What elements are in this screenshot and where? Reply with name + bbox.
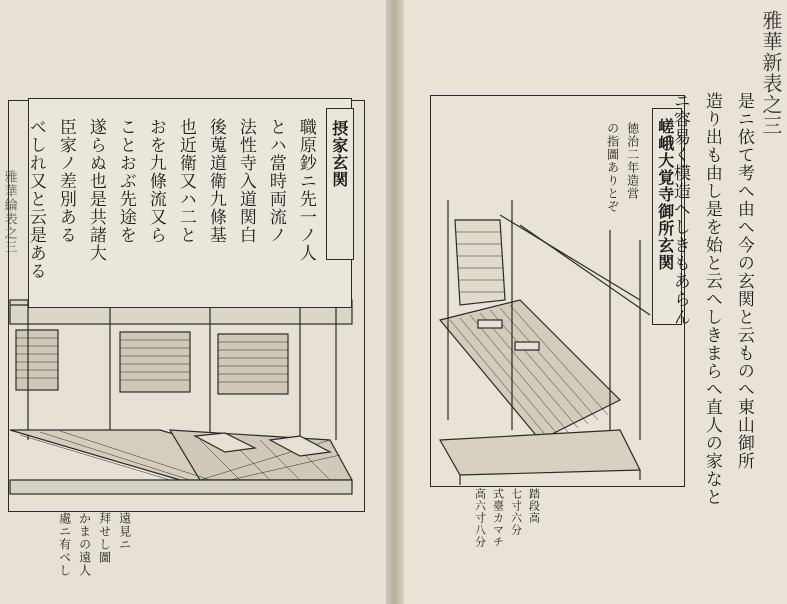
right-running-title: 雅華新表之三 <box>759 10 783 136</box>
body-column: 臣家ノ差別ある <box>55 118 76 244</box>
note-column: 遠見ニ <box>117 512 132 551</box>
note-column: かまの遠人 <box>77 512 92 577</box>
body-column: べしれ又と云是ある <box>25 118 46 280</box>
subtitle-column: の指圖ありとぞ <box>605 122 620 213</box>
note-column: 高六寸八分 <box>473 488 487 548</box>
note-column: 拜せし圖 <box>97 512 112 564</box>
body-column: 是ニ依て考へ由へ今の玄関と云ものへ東山御所 <box>733 92 754 470</box>
body-column: 後蒐道衛九條基 <box>205 118 226 244</box>
body-column: 遂らぬ也是共諸大 <box>85 118 106 262</box>
note-column: 踏段高 <box>527 488 541 524</box>
note-column: 處ニ有べし <box>57 512 72 577</box>
body-column: 職原鈔ニ先一ノ人 <box>295 118 316 262</box>
body-column: 造り出も由し是を始と云へしきまらへ直人の家なと <box>701 92 722 506</box>
body-column: 法性寺入道関白 <box>235 118 256 244</box>
left-caption-title: 摂家玄関 <box>329 120 349 188</box>
right-caption-title: 嵯峨大覚寺御所玄関 <box>655 118 675 271</box>
note-column: 式臺カマチ <box>491 488 505 548</box>
body-column: 也近衛又ハ二と <box>175 118 196 244</box>
note-column: 七寸六分 <box>509 488 523 536</box>
subtitle-column: 徳治二年造営 <box>625 122 640 200</box>
body-column: おを九條流又ら <box>145 118 166 244</box>
body-column: ニ容易く模造へしきもあらん <box>669 92 690 326</box>
body-column: ことおぶ先途を <box>115 118 136 244</box>
body-column: とハ當時両流ノ <box>265 118 286 244</box>
left-margin-title: 雅華綸表之三 <box>1 170 17 254</box>
